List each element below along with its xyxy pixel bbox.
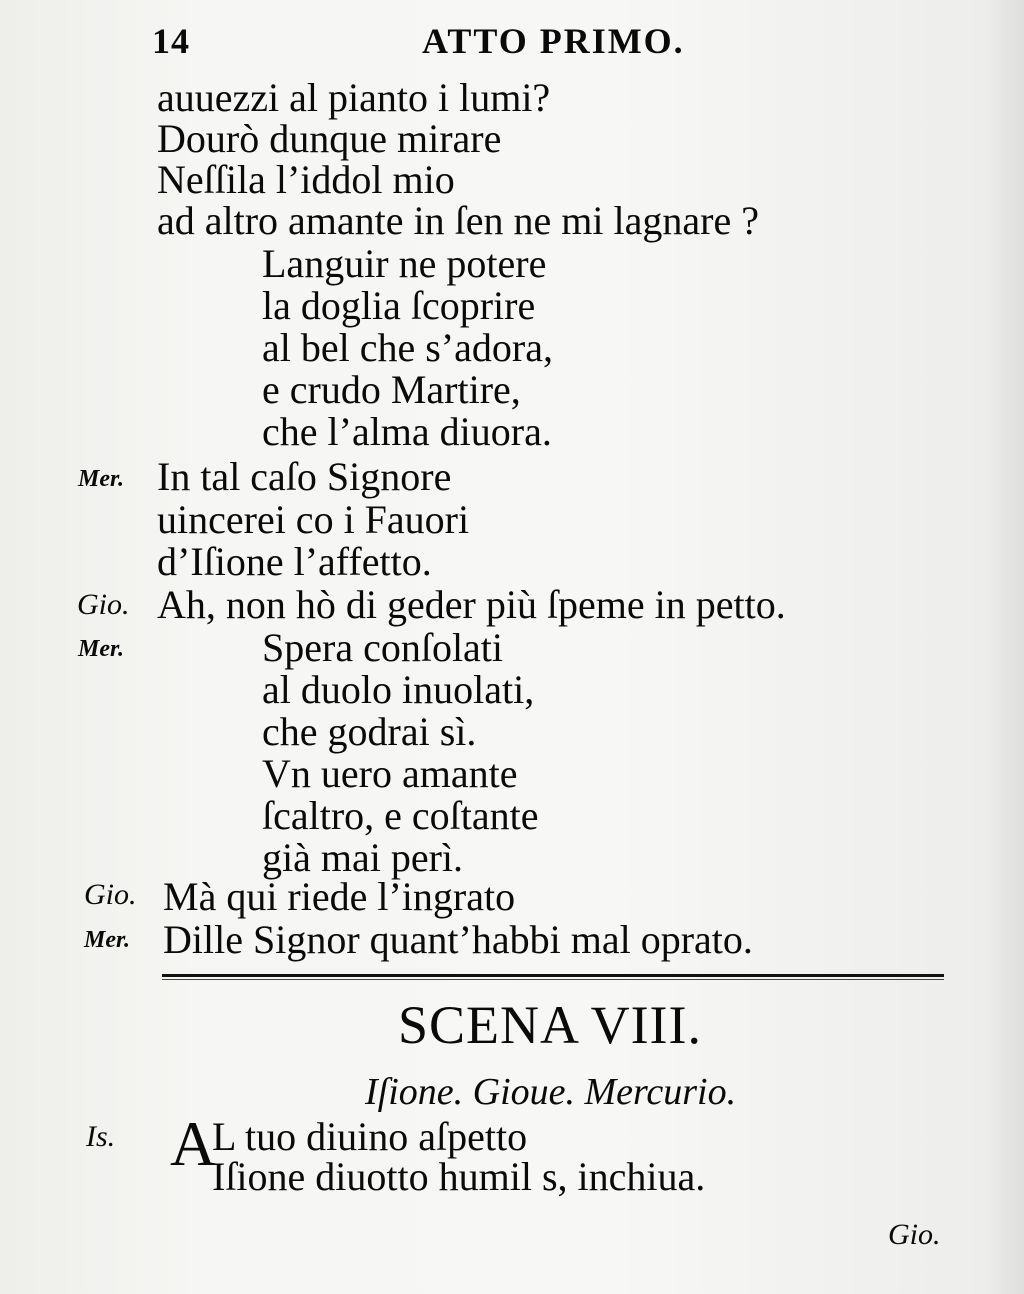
verse-line: Vn uero amante [262, 751, 518, 796]
verse-line: ſcaltro, e coſtante [262, 793, 539, 838]
verse-line: auuezzi al pianto i lumi? [157, 75, 551, 120]
verse-line: L tuo diuino aſpetto [212, 1114, 528, 1159]
verse-line: Iſione diuotto humil s, inchiua. [212, 1154, 706, 1199]
verse-line: che godrai sì. [262, 709, 477, 754]
scene-title: SCENA VIII. [398, 995, 703, 1055]
verse-line: già mai perì. [262, 835, 464, 880]
verse-line: che l’alma diuora. [262, 409, 552, 454]
verse-line: Neſſila l’iddol mio [157, 157, 455, 202]
scene-characters: Iſione. Gioue. Mercurio. [365, 1071, 737, 1113]
scene-divider-thin-rule [162, 979, 944, 980]
speaker-label: Mer. [84, 927, 131, 953]
scene-divider-rule [162, 974, 944, 977]
speaker-label: Gio. [77, 588, 130, 621]
verse-line: Languir ne potere [262, 241, 547, 286]
speaker-label: Mer. [78, 466, 125, 492]
verse-line: uincerei co i Fauori [157, 497, 470, 542]
verse-line: la doglia ſcoprire [262, 283, 536, 328]
drop-cap: A [170, 1108, 217, 1179]
speaker-label: Is. [86, 1120, 116, 1153]
verse-line: In tal caſo Signore [157, 454, 452, 499]
verse-line: Spera conſolati [262, 625, 504, 670]
verse-line: d’Iſione l’affetto. [157, 539, 432, 584]
page-edge-shadow [984, 0, 1024, 1294]
speaker-label: Mer. [78, 636, 125, 662]
verse-line: Mà qui riede l’ingrato [163, 874, 516, 919]
verse-line: al bel che s’adora, [262, 325, 553, 370]
verse-line: Ah, non hò di geder più ſpeme in petto. [157, 582, 786, 627]
verse-line: al duolo inuolati, [262, 667, 535, 712]
verse-line: e crudo Martire, [262, 367, 521, 412]
speaker-label: Gio. [84, 878, 137, 911]
page-number: 14 [152, 21, 190, 61]
verse-line: ad altro amante in ſen ne mi lagnare ? [157, 198, 759, 243]
catchword: Gio. [888, 1218, 941, 1251]
verse-line: Dourò dunque mirare [157, 116, 502, 161]
running-title: ATTO PRIMO. [422, 21, 685, 61]
verse-line: Dille Signor quant’habbi mal oprato. [163, 917, 753, 962]
